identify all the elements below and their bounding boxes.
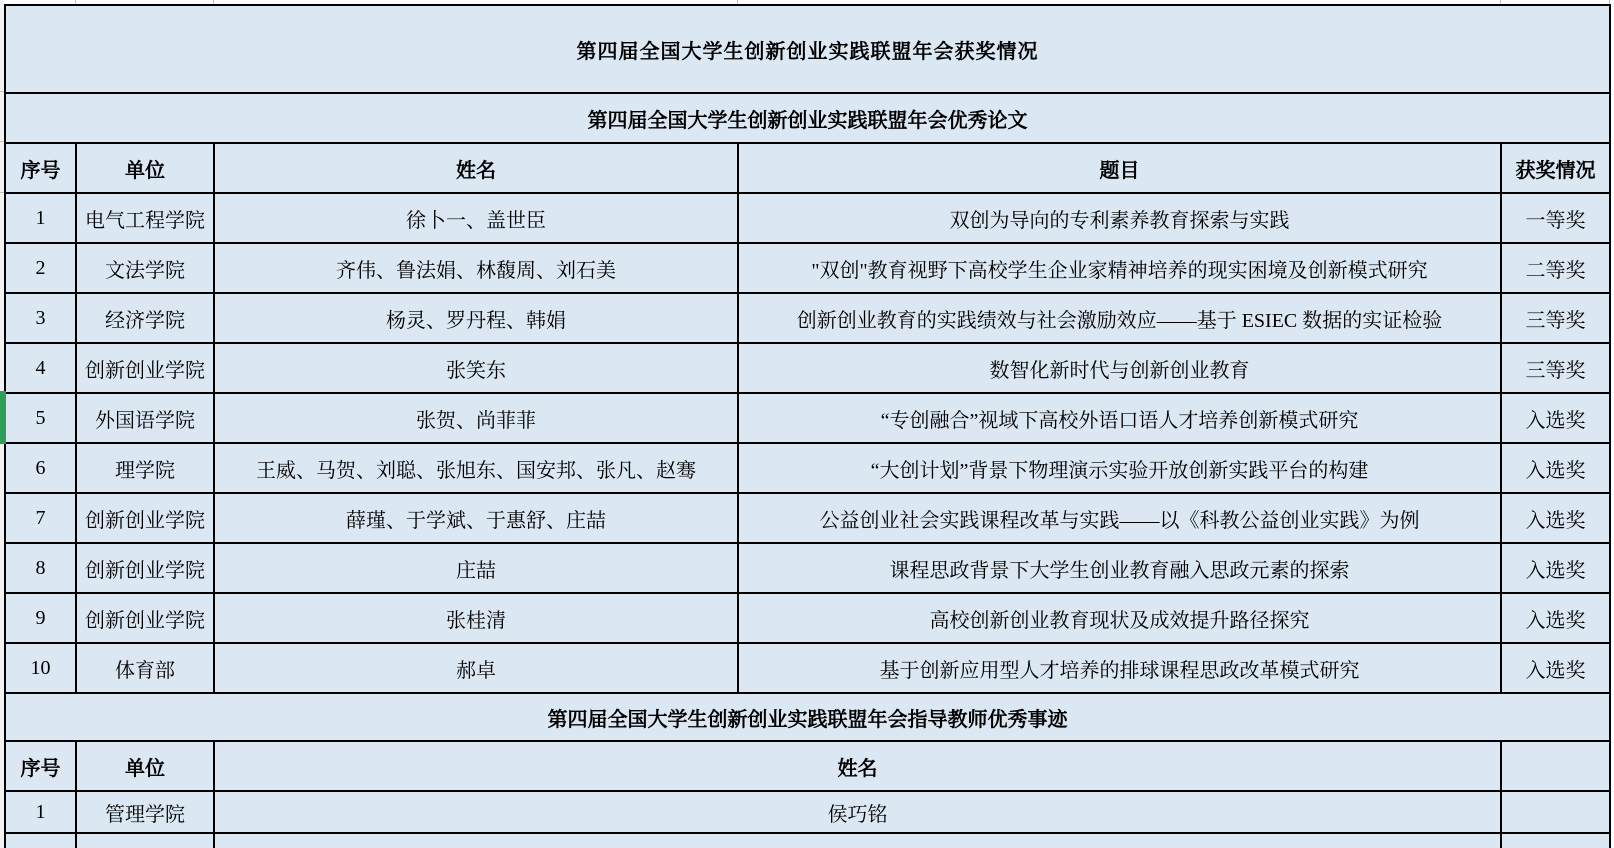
cell-names[interactable]: 张桂清: [214, 593, 738, 643]
col-header-unit[interactable]: 单位: [76, 143, 214, 193]
teachers-header-row: [5, 741, 1610, 791]
cell-unit[interactable]: 创新创业学院: [76, 593, 214, 643]
cell-award[interactable]: 三等奖: [1501, 293, 1610, 343]
cell-unit[interactable]: 外国语学院: [76, 393, 214, 443]
cell-title[interactable]: 数智化新时代与创新创业教育: [738, 343, 1501, 393]
cell-no[interactable]: 7: [5, 493, 76, 543]
cell-names[interactable]: 张贺、尚菲菲: [214, 393, 738, 443]
cell-title[interactable]: 创新创业教育的实践绩效与社会激励效应——基于 ESIEC 数据的实证检验: [738, 293, 1501, 343]
awards-table: [4, 4, 1611, 848]
table-row-selected: [5, 393, 1610, 443]
empty-cell[interactable]: [1501, 791, 1610, 833]
cell-unit[interactable]: 创新创业学院: [76, 343, 214, 393]
empty-cell[interactable]: [76, 833, 214, 848]
title-row: [5, 5, 1610, 93]
cell-names[interactable]: 郝卓: [214, 643, 738, 693]
cell-unit[interactable]: 创新创业学院: [76, 493, 214, 543]
empty-cell[interactable]: [5, 833, 76, 848]
cell-award[interactable]: 三等奖: [1501, 343, 1610, 393]
cell-unit[interactable]: 电气工程学院: [76, 193, 214, 243]
cell-title[interactable]: “专创融合”视域下高校外语口语人才培养创新模式研究: [738, 393, 1501, 443]
col-header-unit[interactable]: 单位: [76, 741, 214, 791]
cell-no[interactable]: 1: [5, 193, 76, 243]
cell-award[interactable]: 入选奖: [1501, 443, 1610, 493]
cell-title[interactable]: “大创计划”背景下物理演示实验开放创新实践平台的构建: [738, 443, 1501, 493]
col-header-award[interactable]: 获奖情况: [1501, 143, 1610, 193]
cell-no[interactable]: 3: [5, 293, 76, 343]
cell-no[interactable]: 5: [5, 393, 76, 443]
papers-header-row: [5, 143, 1610, 193]
empty-cell[interactable]: [1501, 741, 1610, 791]
cell-names[interactable]: 庄喆: [214, 543, 738, 593]
papers-section-banner[interactable]: 第四届全国大学生创新创业实践联盟年会优秀论文: [5, 93, 1610, 143]
col-header-title[interactable]: 题目: [738, 143, 1501, 193]
cell-unit[interactable]: 文法学院: [76, 243, 214, 293]
partial-row: [5, 833, 1610, 848]
cell-no[interactable]: 1: [5, 791, 76, 833]
cell-names[interactable]: 薛瑾、于学斌、于惠舒、庄喆: [214, 493, 738, 543]
table-row: [5, 493, 1610, 543]
cell-unit[interactable]: 经济学院: [76, 293, 214, 343]
papers-banner-row: [5, 93, 1610, 143]
teachers-banner-row: [5, 693, 1610, 741]
cell-unit[interactable]: 创新创业学院: [76, 543, 214, 593]
cell-unit[interactable]: 体育部: [76, 643, 214, 693]
col-header-no[interactable]: 序号: [5, 741, 76, 791]
cell-award[interactable]: 入选奖: [1501, 393, 1610, 443]
table-row: [5, 443, 1610, 493]
table-row: [5, 543, 1610, 593]
cell-names[interactable]: 王威、马贺、刘聪、张旭东、国安邦、张凡、赵骞: [214, 443, 738, 493]
cell-names[interactable]: 张笑东: [214, 343, 738, 393]
empty-cell[interactable]: [1501, 833, 1610, 848]
col-header-no[interactable]: 序号: [5, 143, 76, 193]
col-header-names[interactable]: 姓名: [214, 143, 738, 193]
table-row: [5, 243, 1610, 293]
teachers-section-banner[interactable]: 第四届全国大学生创新创业实践联盟年会指导教师优秀事迹: [5, 693, 1610, 741]
cell-title[interactable]: 高校创新创业教育现状及成效提升路径探究: [738, 593, 1501, 643]
cell-names[interactable]: 齐伟、鲁法娟、林馥周、刘石美: [214, 243, 738, 293]
cell-no[interactable]: 6: [5, 443, 76, 493]
cell-names[interactable]: 杨灵、罗丹程、韩娟: [214, 293, 738, 343]
empty-cell[interactable]: [214, 833, 1501, 848]
cell-no[interactable]: 8: [5, 543, 76, 593]
table-row: [5, 791, 1610, 833]
cell-title[interactable]: 基于创新应用型人才培养的排球课程思政改革模式研究: [738, 643, 1501, 693]
table-row: [5, 343, 1610, 393]
selection-indicator: [0, 391, 6, 444]
cell-award[interactable]: 入选奖: [1501, 493, 1610, 543]
table-row: [5, 193, 1610, 243]
cell-no[interactable]: 10: [5, 643, 76, 693]
page-title[interactable]: 第四届全国大学生创新创业实践联盟年会获奖情况: [5, 5, 1610, 93]
cell-award[interactable]: 入选奖: [1501, 593, 1610, 643]
cell-title[interactable]: 双创为导向的专利素养教育探索与实践: [738, 193, 1501, 243]
cell-names[interactable]: 徐卜一、盖世臣: [214, 193, 738, 243]
cell-unit[interactable]: 理学院: [76, 443, 214, 493]
table-row: [5, 293, 1610, 343]
cell-title[interactable]: 课程思政背景下大学生创业教育融入思政元素的探索: [738, 543, 1501, 593]
cell-award[interactable]: 入选奖: [1501, 643, 1610, 693]
table-row: [5, 643, 1610, 693]
cell-award[interactable]: 二等奖: [1501, 243, 1610, 293]
cell-title[interactable]: "双创"教育视野下高校学生企业家精神培养的现实困境及创新模式研究: [738, 243, 1501, 293]
cell-no[interactable]: 9: [5, 593, 76, 643]
cell-award[interactable]: 一等奖: [1501, 193, 1610, 243]
cell-no[interactable]: 2: [5, 243, 76, 293]
cell-unit[interactable]: 管理学院: [76, 791, 214, 833]
col-header-names[interactable]: 姓名: [214, 741, 1501, 791]
cell-award[interactable]: 入选奖: [1501, 543, 1610, 593]
table-row: [5, 593, 1610, 643]
cell-title[interactable]: 公益创业社会实践课程改革与实践——以《科教公益创业实践》为例: [738, 493, 1501, 543]
cell-no[interactable]: 4: [5, 343, 76, 393]
cell-names[interactable]: 侯巧铭: [214, 791, 1501, 833]
